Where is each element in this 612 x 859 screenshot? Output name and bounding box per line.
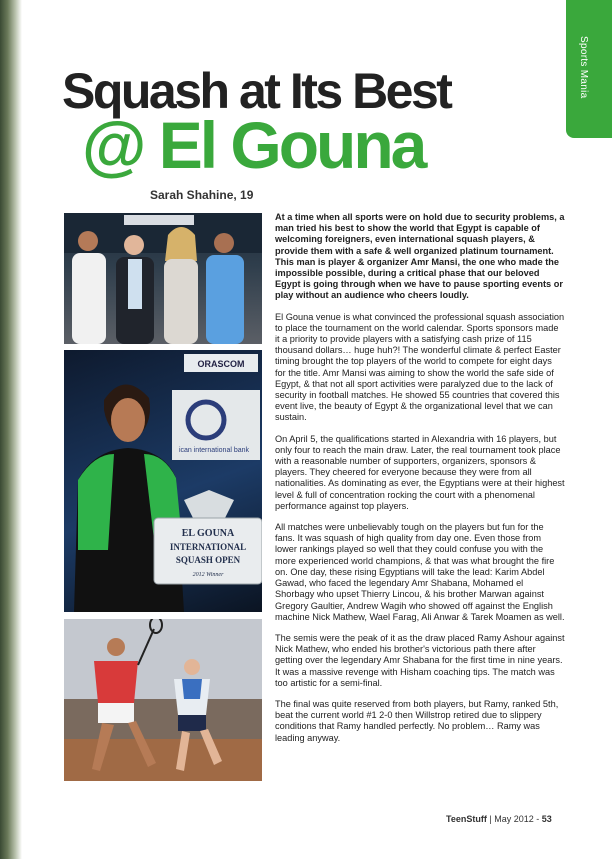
page-footer (446, 814, 552, 824)
article-paragraph: On April 5, the qualifications started in Alexandria with 16 players, but only four to reach the main draw. Later, the real tournament took place with a reasonable number of supporters, organizers, sponsors & players. They cheered for everyone because they were from all nationalities. As dominating as ever, the Egyptians were at their highest level & full of concentration rocking the court with a phenomenal performance against top players. (275, 433, 565, 511)
trophy-line1: EL GOUNA (181, 528, 235, 539)
photo-match-illustration (64, 619, 262, 781)
article-paragraph: The semis were the peak of it as the draw placed Ramy Ashour against Nick Mathew, who ended his brother's victorious path there after getting over the legendary Amr Shabana for the first time in nine years. It was a massive revenge with Hisham coaching tips. The match was too artistic for a semi-final. (275, 632, 565, 688)
footer-issue: May 2012 (494, 814, 534, 824)
footer-dash: - (536, 814, 540, 824)
article-paragraph: All matches were unbelievably tough on the players but fun for the fans. It was squash of high quality from day one. Even those from lower rankings played so well that they could confuse you with the more experienced world champions, & that was what brought the fire on. One day, these rising Egyptians will take the lead: Karim Abdel Gawad, who faced the legendary Amr Shabana, Mohamed el Shorbagy who upset Thierry Lincou, & his brother Marwan against Gregory Gaultier, Andrew Wagih who showed off against the English machine Nick Mathew, Wael Farag, Ali Anwar & Tarek Moamen as well. (275, 522, 565, 622)
article-paragraph: The final was quite reserved from both players, but Ramy, ranked 5th, beat the current world #1 2-0 then Willstrop retired due to slippery conditions that Ramy handled perfectly. No problem… Ramy was leading anyway. (275, 698, 559, 743)
article-body (275, 212, 565, 754)
page-number: 53 (541, 814, 552, 824)
trophy-line3: SQUASH OPEN (175, 555, 241, 565)
photo-winner-illustration (64, 350, 262, 612)
trophy-line2: INTERNATIONAL (169, 542, 247, 552)
footer-separator: | (489, 814, 492, 824)
photo-match (64, 619, 262, 781)
photo-banner-text: ORASCOM (197, 359, 245, 369)
section-tab-label: Sports Mania (578, 36, 589, 99)
photo-group (64, 213, 262, 344)
article-paragraph: El Gouna venue is what convinced the professional squash association to place the tournament on the world calendar. Sports sponsors made it a priority to provide players with a satisfying cash prize of 115 thousand dollars… huge huh?! The wonderful climate & perfect Easter timing brought the top players of the world to compete for eight days for the title. Amr Mansi was aiming to show the world the safe side of Egypt, & that not all sport activities were paralyzed due to the lack of security in football matches. He showed 55 countries that covered this event live, the beauty of Egypt & the organizational level that we can sustain. (275, 311, 565, 423)
byline: Sarah Shahine, 19 (150, 188, 254, 202)
page-edge-shadow (0, 0, 22, 859)
photo-bank-text: ican international bank (178, 447, 250, 454)
trophy-line4: 2012 Winner (192, 572, 224, 578)
person-3 (164, 227, 198, 344)
photo-winner-trophy (64, 350, 262, 612)
headline-line1: Squash at Its Best (62, 63, 451, 119)
photo-group-illustration (64, 213, 262, 344)
headline-line2: @ El Gouna (82, 108, 425, 182)
footer-brand: TeenStuff (446, 814, 487, 824)
article-lead-paragraph: At a time when all sports were on hold due to security problems, a man tried his best to show the world that Egypt is capable of welcoming foreigners, even international squash players, & provide them with a safe & well organized platinum tournament. This man is player & organizer Amr Mansi, the one who made the impossible possible, during a critical phase that our beloved Egypt is going through when we have to pause sporting events or play without an audience who cheers loudly. (275, 212, 565, 301)
section-tab (566, 0, 612, 138)
